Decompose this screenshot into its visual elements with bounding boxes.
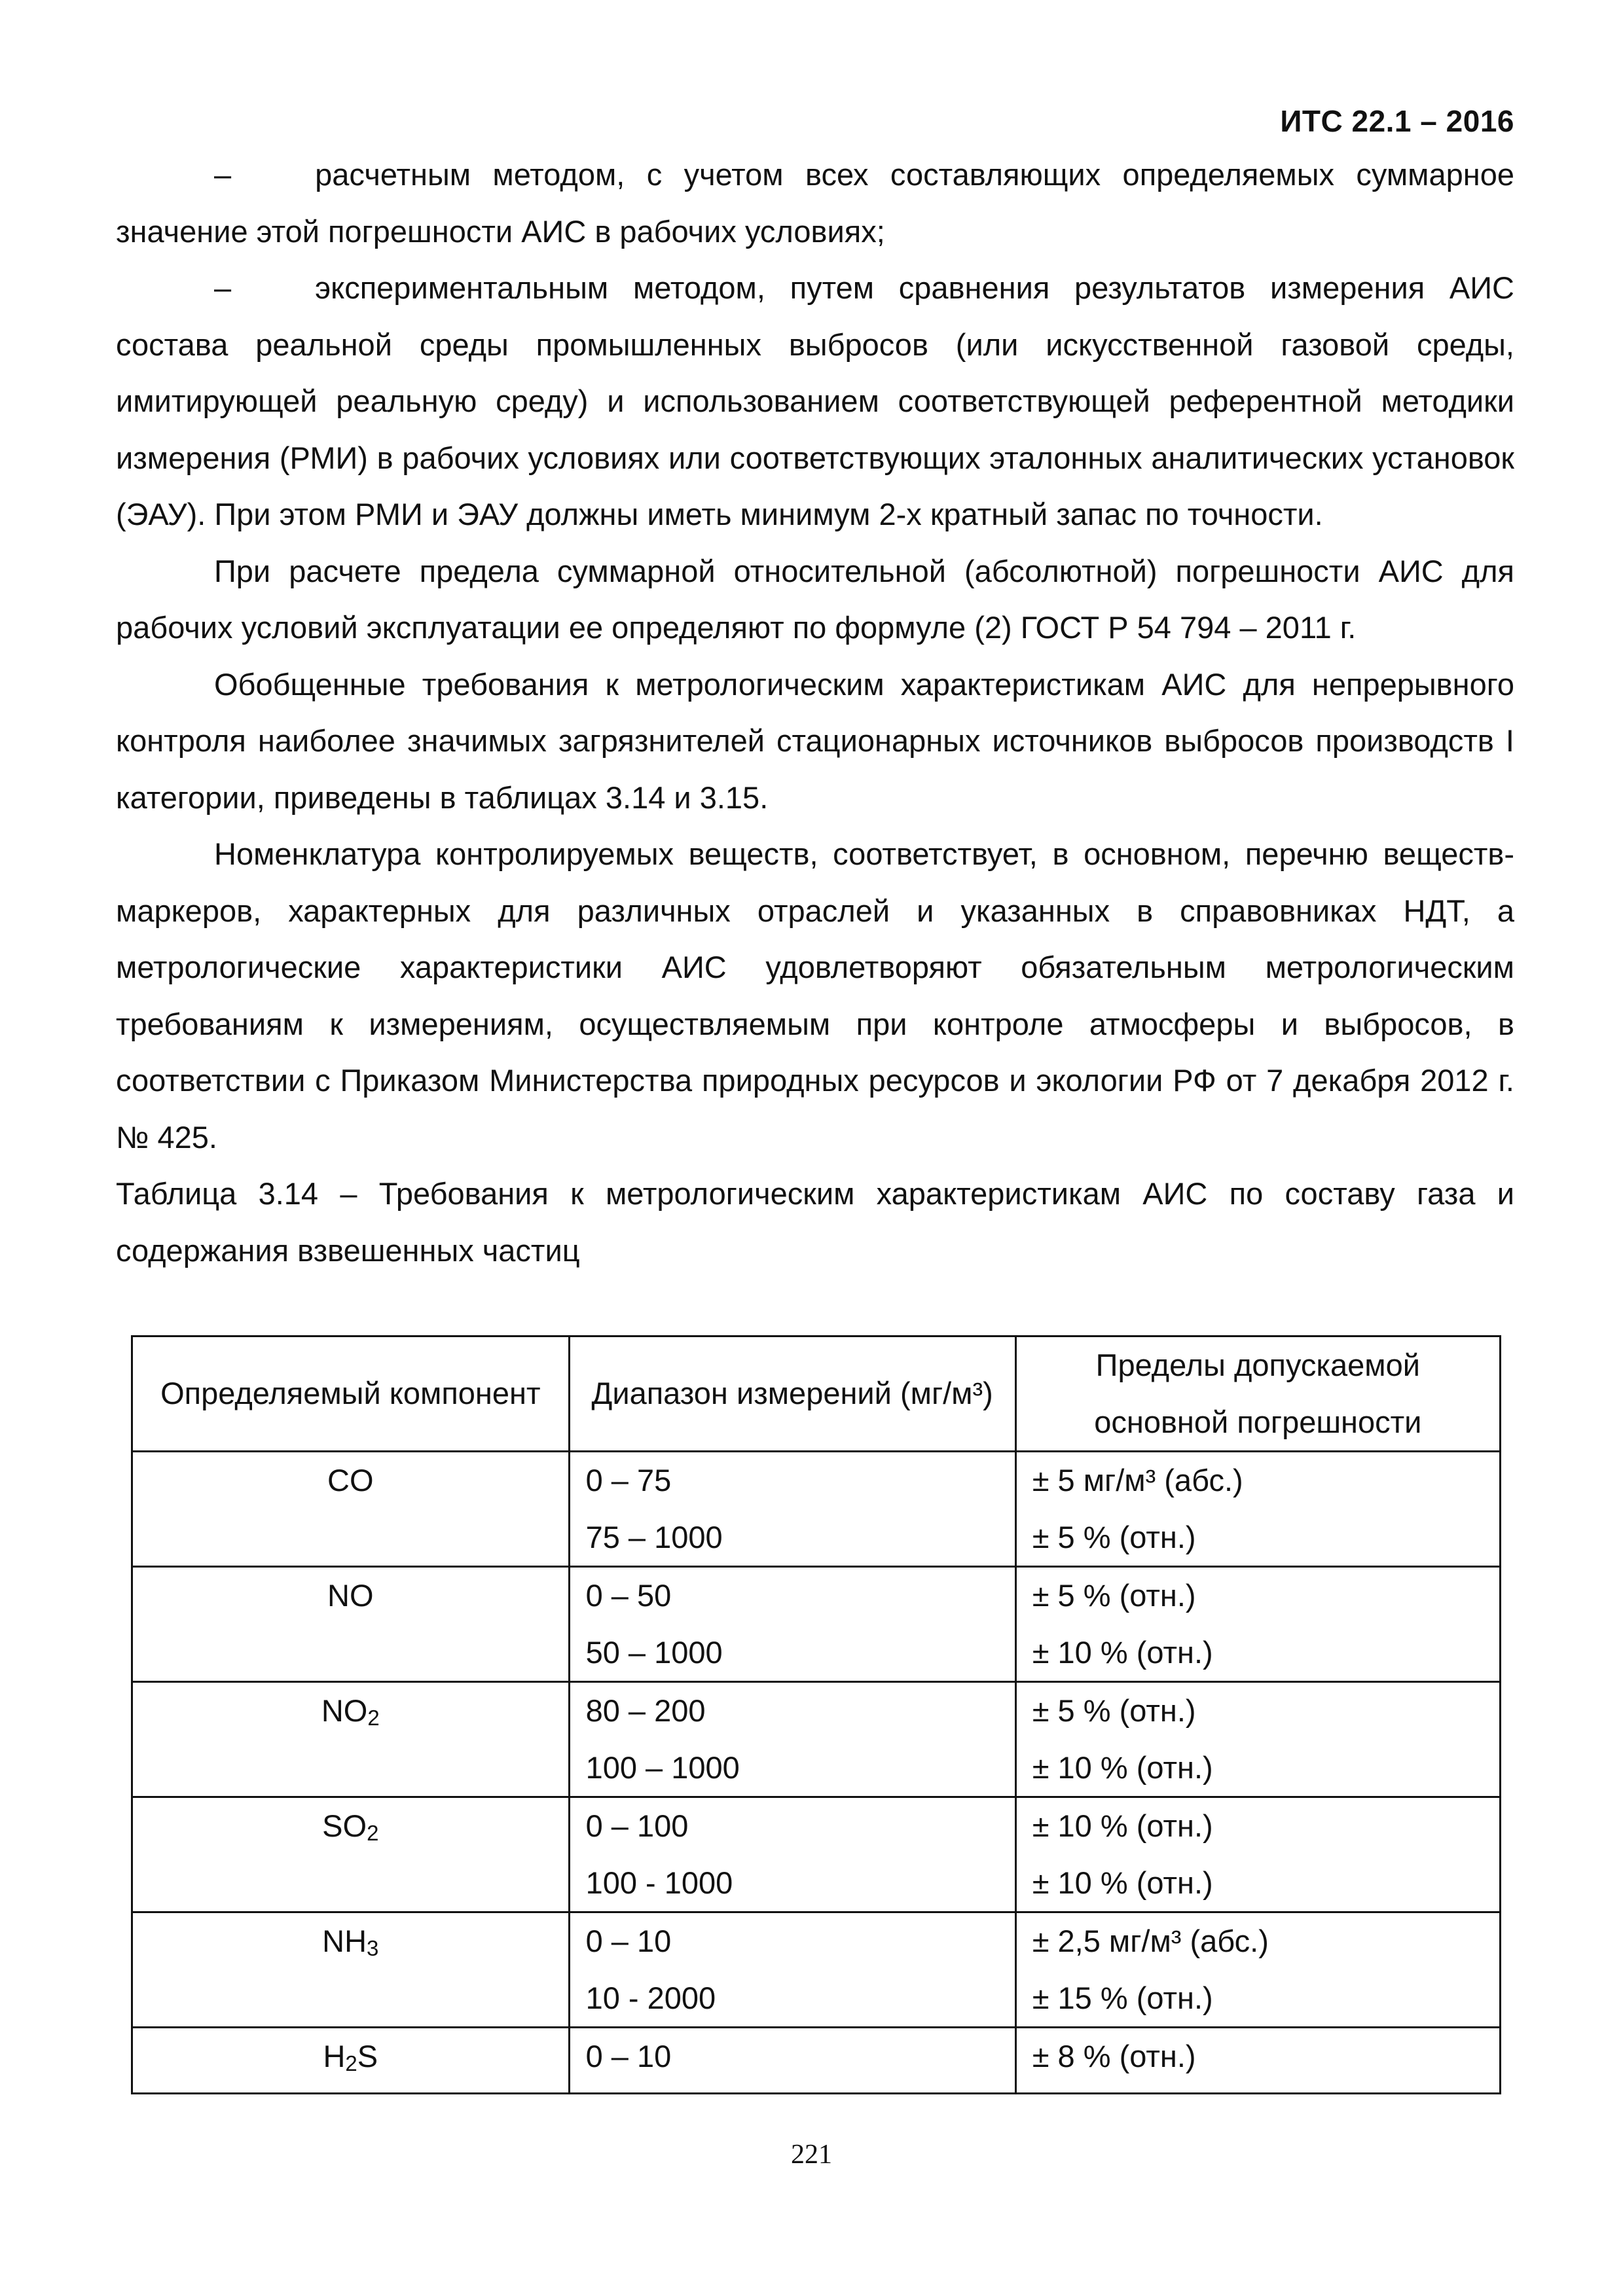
error-value: ± 8 % (отн.) xyxy=(1032,2039,1196,2073)
header-error-line2: основной погрешности xyxy=(1094,1404,1422,1439)
component-subscript: 2 xyxy=(367,1706,380,1730)
range-value: 0 – 100 xyxy=(585,1808,689,1843)
component-formula: H xyxy=(323,2039,346,2073)
table-row xyxy=(132,1797,1501,1912)
table-header-row xyxy=(132,1336,1501,1452)
error-value: ± 2,5 мг/м³ (абс.) xyxy=(1032,1924,1269,1958)
table-row xyxy=(132,1912,1501,2028)
cell-range xyxy=(569,1452,1015,1567)
error-value: ± 10 % (отн.) xyxy=(1032,1634,1213,1670)
cell-error xyxy=(1015,1452,1500,1567)
header-error xyxy=(1015,1336,1500,1452)
cell-range xyxy=(569,2028,1015,2094)
dash-bullet: – xyxy=(214,270,232,305)
dash-bullet: – xyxy=(214,157,232,192)
table-caption: Таблица 3.14 – Требования к метрологическим характеристикам АИС по составу газа и содержания взвешенных частиц xyxy=(116,1176,1514,1268)
component-formula: SO xyxy=(322,1808,367,1843)
range-value: 100 – 1000 xyxy=(585,1749,740,1785)
table-row xyxy=(132,1682,1501,1797)
cell-range xyxy=(569,1912,1015,2028)
cell-error xyxy=(1015,2028,1500,2094)
cell-component xyxy=(132,1567,570,1682)
component-formula-tail: S xyxy=(357,2039,378,2073)
error-value: ± 15 % (отн.) xyxy=(1032,1980,1213,2015)
cell-error xyxy=(1015,1912,1500,2028)
component-formula: NO xyxy=(321,1693,368,1728)
range-value: 0 – 10 xyxy=(585,1924,672,1958)
error-value: ± 10 % (отн.) xyxy=(1032,1749,1213,1785)
range-value: 0 – 10 xyxy=(585,2039,672,2073)
header-component: Определяемый компонент xyxy=(132,1336,570,1452)
range-value: 0 – 75 xyxy=(585,1463,672,1498)
paragraph-requirements: Обобщенные требования к метрологическим характеристикам АИС для непрерывного контроля наиболее значимых загрязнителей стационарных источников выбросов производств I категории, приведены в таблицах 3.14 и 3.15. xyxy=(116,666,1514,815)
requirements-table xyxy=(131,1335,1501,2094)
cell-component xyxy=(132,1912,570,2028)
table-row xyxy=(132,1567,1501,1682)
cell-error xyxy=(1015,1682,1500,1797)
body-text xyxy=(116,147,1514,1279)
document-header: ИТС 22.1 – 2016 xyxy=(1280,104,1514,138)
list-item-experimental xyxy=(116,260,1514,543)
range-value: 100 - 1000 xyxy=(585,1865,733,1900)
paragraph-nomenclature: Номенклатура контролируемых веществ, соответствует, в основном, перечню веществ-маркеров, характерных для различных отраслей и указанных в справовниках НДТ, а метрологические характеристики АИС удовлетворяют обязательным метрологическим требованиям к измерениям, осуществляемым при контроле атмосферы и выбросов, в соответствии с Приказом Министерства природных ресурсов и экологии РФ от 7 декабря 2012 г. № 425. xyxy=(116,836,1514,1155)
page-number: 221 xyxy=(791,2140,832,2170)
range-value: 80 – 200 xyxy=(585,1693,706,1728)
table-row xyxy=(132,2028,1501,2094)
cell-component xyxy=(132,2028,570,2094)
paragraph-calculation-formula: При расчете предела суммарной относительной (абсолютной) погрешности АИС для рабочих условий эксплуатации ее определяют по формуле (2) ГОСТ Р 54 794 – 2011 г. xyxy=(116,553,1514,645)
cell-component xyxy=(132,1452,570,1567)
list-item-text: расчетным методом, с учетом всех составляющих определяемых суммарное значение этой погрешности АИС в рабочих условиях; xyxy=(116,157,1514,249)
cell-error xyxy=(1015,1567,1500,1682)
component-subscript: 2 xyxy=(345,2051,357,2075)
error-value: ± 5 % (отн.) xyxy=(1032,1693,1196,1728)
range-value: 10 - 2000 xyxy=(585,1980,716,2015)
header-range: Диапазон измерений (мг/м³) xyxy=(569,1336,1015,1452)
cell-range xyxy=(569,1682,1015,1797)
error-value: ± 5 % (отн.) xyxy=(1032,1578,1196,1613)
cell-component xyxy=(132,1682,570,1797)
error-value: ± 10 % (отн.) xyxy=(1032,1808,1213,1843)
cell-component xyxy=(132,1797,570,1912)
range-value: 75 – 1000 xyxy=(585,1519,723,1554)
list-item-text: экспериментальным методом, путем сравнения результатов измерения АИС состава реальной среды промышленных выбросов (или искусственной газовой среды, имитирующей реальную среду) и использованием соответствующей референтной методики измерения (РМИ) в рабочих условиях или соответствующих эталонных аналитических установок (ЭАУ). При этом РМИ и ЭАУ должны иметь минимум 2-х кратный запас по точности. xyxy=(116,270,1514,531)
error-value: ± 5 % (отн.) xyxy=(1032,1519,1196,1554)
cell-range xyxy=(569,1567,1015,1682)
header-error-line1: Пределы допускаемой xyxy=(1095,1348,1421,1382)
component-formula: NH xyxy=(322,1924,367,1958)
cell-range xyxy=(569,1797,1015,1912)
component-formula: CO xyxy=(327,1463,374,1498)
component-subscript: 2 xyxy=(367,1821,379,1845)
table-row xyxy=(132,1452,1501,1567)
list-item-calculation xyxy=(116,147,1514,260)
error-value: ± 5 мг/м³ (абс.) xyxy=(1032,1463,1243,1498)
range-value: 0 – 50 xyxy=(585,1578,672,1613)
component-formula: NO xyxy=(327,1578,374,1613)
cell-error xyxy=(1015,1797,1500,1912)
range-value: 50 – 1000 xyxy=(585,1634,723,1670)
error-value: ± 10 % (отн.) xyxy=(1032,1865,1213,1900)
component-subscript: 3 xyxy=(367,1936,379,1960)
